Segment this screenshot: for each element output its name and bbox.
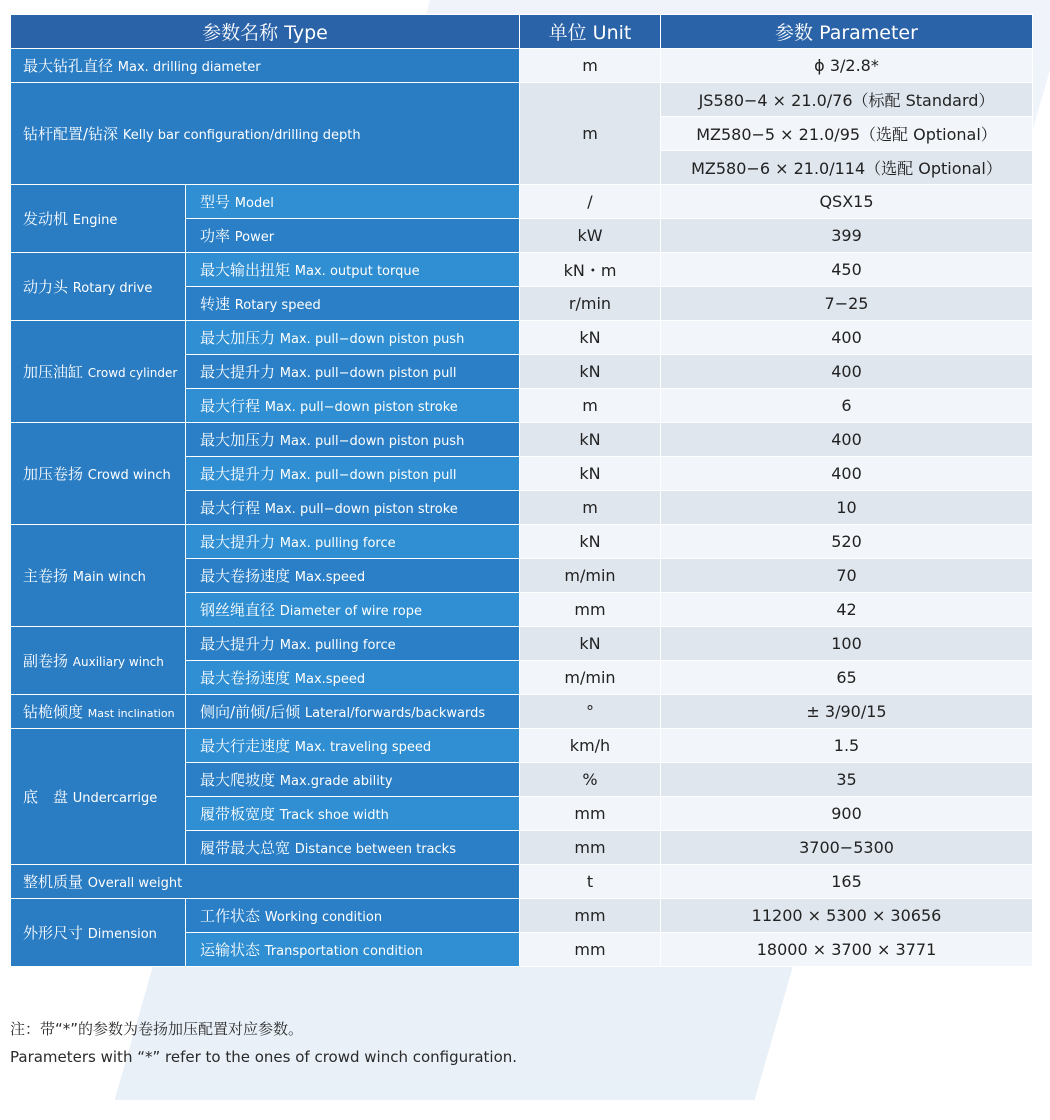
sub-label: 最大卷扬速度 Max.speed xyxy=(186,661,520,695)
value-cell: 100 xyxy=(661,627,1033,661)
unit-cell: ° xyxy=(520,695,661,729)
unit-cell: m xyxy=(520,389,661,423)
sub-label: 最大提升力 Max. pull−down piston pull xyxy=(186,457,520,491)
table-row xyxy=(11,185,1033,219)
table-row xyxy=(11,627,1033,661)
group-label-engine: 发动机 Engine xyxy=(11,185,186,253)
unit-cell: m/min xyxy=(520,559,661,593)
note-en: Parameters with “*” refer to the ones of crowd winch configuration. xyxy=(10,1048,518,1066)
value-cell: MZ580−5 × 21.0/95（选配 Optional） xyxy=(661,117,1033,151)
value-cell: 400 xyxy=(661,423,1033,457)
sub-label: 转速 Rotary speed xyxy=(186,287,520,321)
group-label-undercarriage: 底 盘 Undercarrige xyxy=(11,729,186,865)
table-row xyxy=(11,729,1033,763)
table-row xyxy=(11,865,1033,899)
value-cell: 7−25 xyxy=(661,287,1033,321)
group-label-mast: 钻桅倾度 Mast inclination xyxy=(11,695,186,729)
unit-cell: r/min xyxy=(520,287,661,321)
value-cell: 3700−5300 xyxy=(661,831,1033,865)
unit-cell: % xyxy=(520,763,661,797)
unit-cell: t xyxy=(520,865,661,899)
sub-label: 最大卷扬速度 Max.speed xyxy=(186,559,520,593)
value-cell: 70 xyxy=(661,559,1033,593)
unit-cell: kN xyxy=(520,457,661,491)
group-label-main-winch: 主卷扬 Main winch xyxy=(11,525,186,627)
sub-label: 履带板宽度 Track shoe width xyxy=(186,797,520,831)
header-parameter: 参数 Parameter xyxy=(661,15,1033,49)
value-cell: MZ580−6 × 21.0/114（选配 Optional） xyxy=(661,151,1033,185)
value-cell: JS580−4 × 21.0/76（标配 Standard） xyxy=(661,83,1033,117)
unit-cell: m xyxy=(520,83,661,185)
sub-label: 最大行程 Max. pull−down piston stroke xyxy=(186,389,520,423)
value-cell: 65 xyxy=(661,661,1033,695)
sub-label: 履带最大总宽 Distance between tracks xyxy=(186,831,520,865)
unit-cell: kN xyxy=(520,423,661,457)
value-cell: 165 xyxy=(661,865,1033,899)
value-cell: 520 xyxy=(661,525,1033,559)
unit-cell: m/min xyxy=(520,661,661,695)
unit-cell: m xyxy=(520,491,661,525)
row-label-drill-dia: 最大钻孔直径 Max. drilling diameter xyxy=(11,49,520,83)
unit-cell: mm xyxy=(520,593,661,627)
group-label-crowd-cylinder: 加压油缸 Crowd cylinder xyxy=(11,321,186,423)
sub-label: 最大提升力 Max. pulling force xyxy=(186,627,520,661)
value-cell: ϕ 3/2.8* xyxy=(661,49,1033,83)
sub-label: 最大加压力 Max. pull−down piston push xyxy=(186,423,520,457)
value-cell: 6 xyxy=(661,389,1033,423)
table-header-row xyxy=(11,15,1033,49)
value-cell: 11200 × 5300 × 30656 xyxy=(661,899,1033,933)
table-row xyxy=(11,525,1033,559)
group-label-crowd-winch: 加压卷扬 Crowd winch xyxy=(11,423,186,525)
row-label-kelly: 钻杆配置/钻深 Kelly bar configuration/drilling depth xyxy=(11,83,520,185)
unit-cell: kN xyxy=(520,355,661,389)
sub-label: 侧向/前倾/后倾 Lateral/forwards/backwards xyxy=(186,695,520,729)
value-cell: ± 3/90/15 xyxy=(661,695,1033,729)
sub-label: 最大提升力 Max. pulling force xyxy=(186,525,520,559)
unit-cell: kN xyxy=(520,321,661,355)
group-label-aux-winch: 副卷扬 Auxiliary winch xyxy=(11,627,186,695)
value-cell: 42 xyxy=(661,593,1033,627)
table-row xyxy=(11,253,1033,287)
sub-label: 钢丝绳直径 Diameter of wire rope xyxy=(186,593,520,627)
sub-label: 最大行走速度 Max. traveling speed xyxy=(186,729,520,763)
value-cell: QSX15 xyxy=(661,185,1033,219)
header-type: 参数名称 Type xyxy=(11,15,520,49)
sub-label: 工作状态 Working condition xyxy=(186,899,520,933)
value-cell: 400 xyxy=(661,457,1033,491)
unit-cell: m xyxy=(520,49,661,83)
unit-cell: km/h xyxy=(520,729,661,763)
value-cell: 10 xyxy=(661,491,1033,525)
unit-cell: kN xyxy=(520,627,661,661)
unit-cell: / xyxy=(520,185,661,219)
note-zh: 注：带“*”的参数为卷扬加压配置对应参数。 xyxy=(10,1020,304,1038)
group-label-dimension: 外形尺寸 Dimension xyxy=(11,899,186,967)
sub-label: 运输状态 Transportation condition xyxy=(186,933,520,967)
table-row xyxy=(11,49,1033,83)
unit-cell: mm xyxy=(520,933,661,967)
table-row xyxy=(11,83,1033,117)
sub-label: 最大提升力 Max. pull−down piston pull xyxy=(186,355,520,389)
unit-cell: mm xyxy=(520,831,661,865)
header-unit: 单位 Unit xyxy=(520,15,661,49)
unit-cell: kN・m xyxy=(520,253,661,287)
unit-cell: mm xyxy=(520,797,661,831)
table-row xyxy=(11,423,1033,457)
value-cell: 1.5 xyxy=(661,729,1033,763)
sub-label: 功率 Power xyxy=(186,219,520,253)
value-cell: 400 xyxy=(661,355,1033,389)
sub-label: 最大加压力 Max. pull−down piston push xyxy=(186,321,520,355)
sub-label: 型号 Model xyxy=(186,185,520,219)
value-cell: 35 xyxy=(661,763,1033,797)
row-label-weight: 整机质量 Overall weight xyxy=(11,865,520,899)
sub-label: 最大行程 Max. pull−down piston stroke xyxy=(186,491,520,525)
value-cell: 400 xyxy=(661,321,1033,355)
unit-cell: kW xyxy=(520,219,661,253)
unit-cell: kN xyxy=(520,525,661,559)
table-row xyxy=(11,899,1033,933)
table-row xyxy=(11,321,1033,355)
group-label-rotary: 动力头 Rotary drive xyxy=(11,253,186,321)
spec-table xyxy=(10,14,1033,967)
sub-label: 最大爬坡度 Max.grade ability xyxy=(186,763,520,797)
unit-cell: mm xyxy=(520,899,661,933)
value-cell: 900 xyxy=(661,797,1033,831)
value-cell: 450 xyxy=(661,253,1033,287)
sub-label: 最大输出扭矩 Max. output torque xyxy=(186,253,520,287)
value-cell: 18000 × 3700 × 3771 xyxy=(661,933,1033,967)
value-cell: 399 xyxy=(661,219,1033,253)
table-row xyxy=(11,695,1033,729)
